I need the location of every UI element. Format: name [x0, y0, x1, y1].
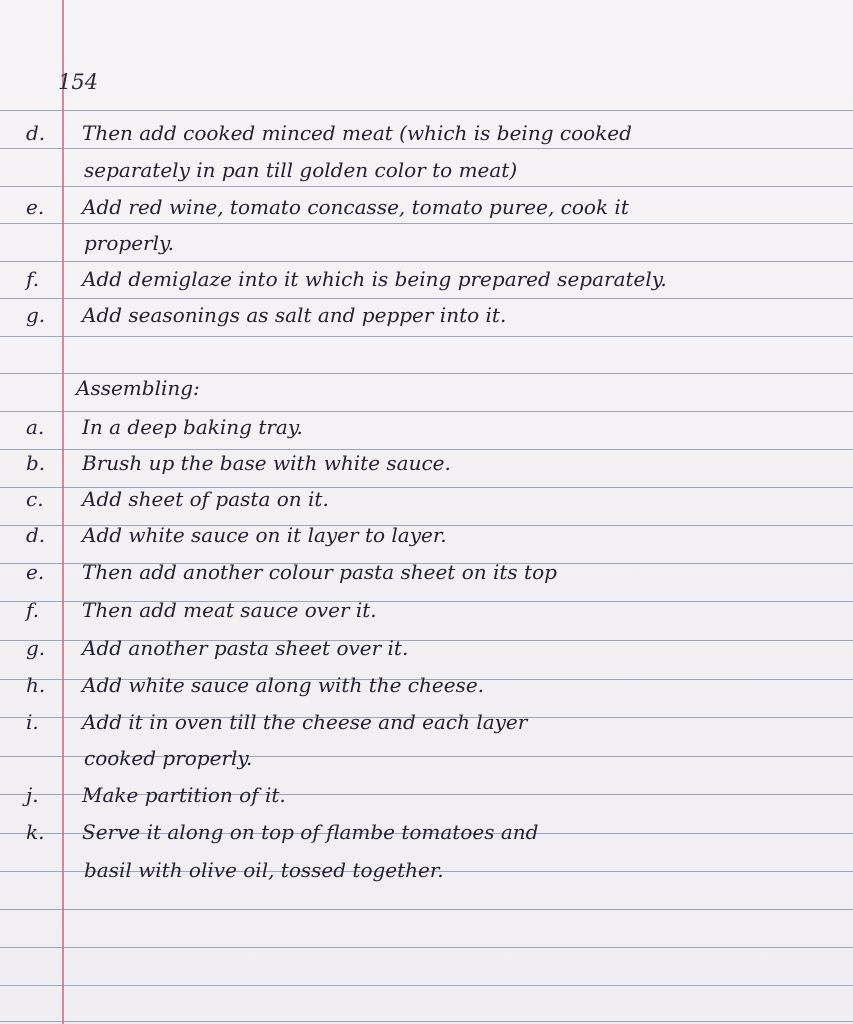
line-text: Then add another colour pasta sheet on its top [82, 560, 557, 584]
item-marker: f. [26, 267, 40, 291]
line-text: Add it in oven till the cheese and each layer [82, 710, 528, 734]
text-line [8, 410, 841, 444]
text-line [8, 116, 841, 150]
line-text: Brush up the base with white sauce. [82, 451, 451, 475]
text-line [8, 518, 841, 552]
text-line [8, 593, 841, 627]
item-marker: c. [26, 487, 44, 511]
line-text: Add another pasta sheet over it. [82, 636, 409, 660]
text-line [8, 631, 841, 665]
line-text: cooked properly. [84, 746, 253, 770]
line-text: Then add meat sauce over it. [82, 598, 377, 622]
text-line [8, 446, 841, 480]
text-line [8, 853, 841, 887]
item-marker: f. [26, 598, 40, 622]
ruled-line [0, 110, 853, 111]
line-text: Add red wine, tomato concasse, tomato puree, cook it [82, 195, 629, 219]
text-line [8, 705, 841, 739]
line-text: Make partition of it. [82, 783, 286, 807]
item-marker: i. [26, 710, 39, 734]
text-line [8, 668, 841, 702]
item-marker: b. [26, 451, 46, 475]
item-marker: k. [26, 820, 45, 844]
line-text: separately in pan till golden color to meat) [84, 158, 518, 182]
line-text: Add white sauce along with the cheese. [82, 673, 485, 697]
line-text: In a deep baking tray. [82, 415, 303, 439]
ruled-line [0, 985, 853, 986]
text-line [8, 778, 841, 812]
text-line [8, 482, 841, 516]
item-marker: h. [26, 673, 46, 697]
item-marker: g. [26, 636, 46, 660]
line-text: Serve it along on top of flambe tomatoes and [82, 820, 539, 844]
item-marker: d. [26, 523, 46, 547]
item-marker: e. [26, 195, 45, 219]
text-line [8, 336, 841, 370]
text-line [8, 262, 841, 296]
item-marker: a. [26, 415, 45, 439]
text-line [8, 153, 841, 187]
item-marker: g. [26, 303, 46, 327]
page-number: 154 [58, 70, 99, 94]
line-text: Add sheet of pasta on it. [82, 487, 329, 511]
line-text: Then add cooked minced meat (which is being cooked [82, 121, 632, 145]
line-text: Add demiglaze into it which is being prepared separately. [82, 267, 667, 291]
text-line [8, 298, 841, 332]
item-marker: j. [26, 783, 39, 807]
text-line [8, 555, 841, 589]
item-marker: d. [26, 121, 46, 145]
text-line [8, 190, 841, 224]
line-text: properly. [84, 231, 174, 255]
line-text: basil with olive oil, tossed together. [84, 858, 444, 882]
line-text: Add seasonings as salt and pepper into it. [82, 303, 507, 327]
ruled-line [0, 1021, 853, 1022]
line-text: Add white sauce on it layer to layer. [82, 523, 447, 547]
ruled-line [0, 909, 853, 910]
heading-text: Assembling: [76, 376, 200, 400]
item-marker: e. [26, 560, 45, 584]
text-line [8, 815, 841, 849]
text-line [8, 741, 841, 775]
ruled-line [0, 947, 853, 948]
text-line [8, 226, 841, 260]
section-heading [8, 371, 841, 405]
